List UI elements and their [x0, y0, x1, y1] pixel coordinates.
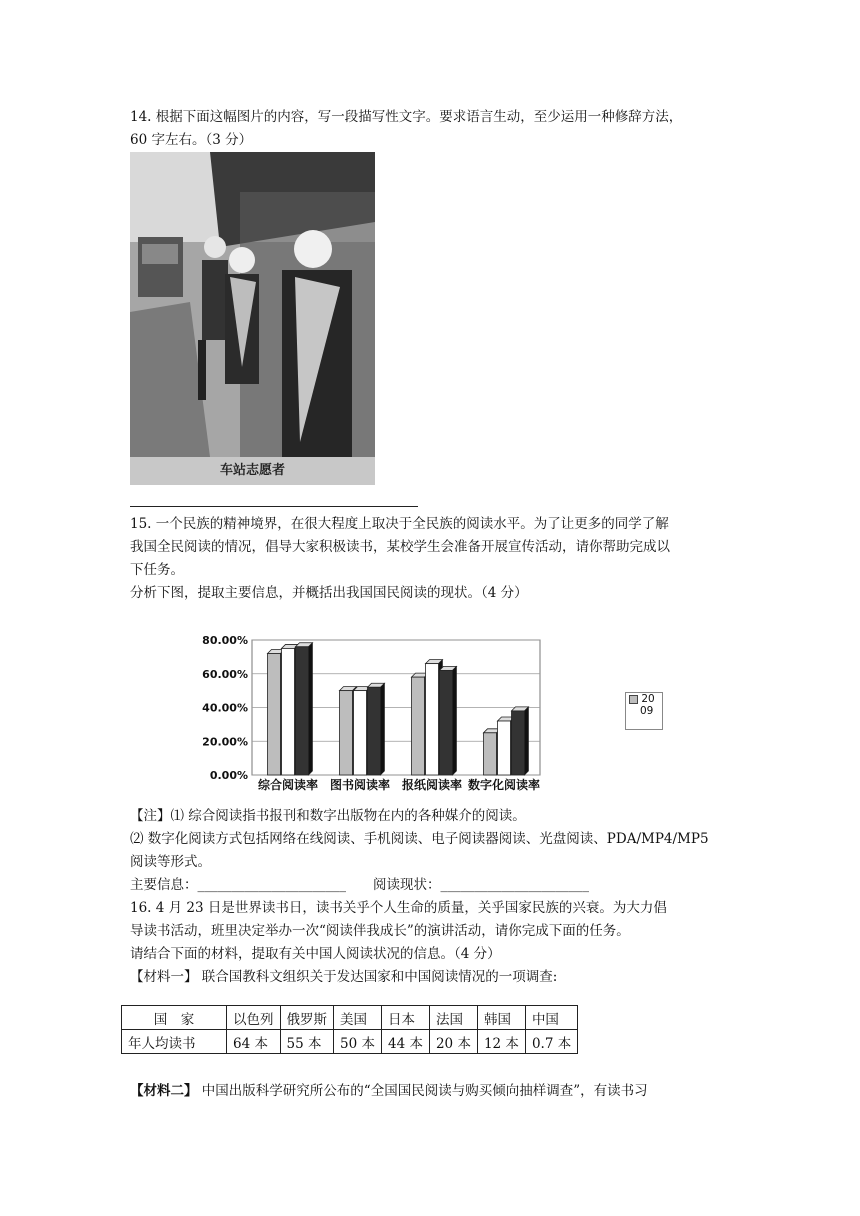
table-cell: 12 本	[477, 1030, 525, 1054]
bar	[354, 691, 367, 775]
table-cell: 年人均读书	[122, 1030, 227, 1054]
table-cell: 50 本	[334, 1030, 382, 1054]
y-tick-label: 0.00%	[209, 769, 248, 782]
photo-caption: 车站志愿者	[130, 457, 375, 485]
section-divider	[130, 506, 418, 507]
table-cell: 美国	[334, 1006, 382, 1030]
volunteer-photo	[130, 152, 375, 485]
legend-swatch	[629, 695, 638, 704]
volunteer-photo-illustration	[130, 152, 375, 457]
bar	[412, 677, 425, 775]
note-line2: ⑵ 数字化阅读方式包括网络在线阅读、手机阅读、电子阅读器阅读、光盘阅读、PDA/MP4/MP5	[130, 831, 709, 847]
bar	[498, 721, 511, 775]
q16-prompt-line2: 导读书活动，班里决定举办一次“阅读伴我成长”的演讲活动，请你完成下面的任务。	[130, 923, 630, 939]
table-cell: 俄罗斯	[280, 1006, 334, 1030]
bar-side	[381, 683, 385, 775]
y-tick-label: 20.00%	[202, 735, 248, 749]
q16-prompt-line3: 请结合下面的材料，提取有关中国人阅读状况的信息。（4 分）	[130, 946, 501, 962]
q15-prompt-line4: 分析下图，提取主要信息，并概括出我国国民阅读的现状。（4 分）	[130, 585, 528, 601]
q15-prompt-line1: 15. 一个民族的精神境界，在很大程度上取决于全民族的阅读水平。为了让更多的同学了解	[130, 516, 669, 532]
bar	[296, 647, 309, 775]
material2-text: 中国出版科学研究所公布的“全国国民阅读与购买倾向抽样调查”，有读书习	[197, 1083, 648, 1099]
table-cell: 中国	[525, 1006, 577, 1030]
bar	[484, 733, 497, 775]
bar	[268, 654, 281, 776]
table-cell: 44 本	[381, 1030, 429, 1054]
bar	[440, 670, 453, 775]
legend-text-line1: 20	[641, 693, 655, 705]
material1-intro: 【材料一】 联合国教科文组织关于发达国家和中国阅读情况的一项调查:	[130, 969, 558, 985]
legend-text-line2: 09	[640, 705, 654, 717]
q15-prompt-line3: 下任务。	[130, 562, 184, 578]
x-tick-label: 报纸阅读率	[401, 778, 463, 792]
table-cell: 20 本	[429, 1030, 477, 1054]
chart-legend	[625, 692, 663, 730]
table-cell: 55 本	[280, 1030, 334, 1054]
q14-prompt-line2: 60 字左右。（3 分）	[130, 132, 253, 148]
bar	[282, 648, 295, 775]
table-cell: 日本	[381, 1006, 429, 1030]
x-tick-label: 数字化阅读率	[467, 778, 541, 792]
bar	[340, 691, 353, 775]
material2-line	[130, 1081, 648, 1101]
bar-side	[309, 643, 313, 775]
x-tick-label: 综合阅读率	[257, 778, 319, 792]
note-line1: 【注】⑴ 综合阅读指书报刊和数字出版物在内的各种媒介的阅读。	[130, 808, 526, 824]
bar	[426, 664, 439, 775]
note-line3: 阅读等形式。	[130, 854, 211, 870]
x-tick-label: 图书阅读率	[329, 778, 391, 792]
table-cell: 64 本	[227, 1030, 281, 1054]
bar	[368, 687, 381, 775]
table-row	[122, 1030, 578, 1054]
table-cell: 0.7 本	[525, 1030, 577, 1054]
reading-survey-table	[121, 1005, 578, 1054]
y-tick-label: 80.00%	[202, 634, 248, 647]
bar-side	[525, 707, 529, 775]
material2-label: 【材料二】	[130, 1083, 198, 1099]
bar-side	[453, 666, 457, 775]
q14-prompt-line1: 14. 根据下面这幅图片的内容，写一段描写性文字。要求语言生动，至少运用一种修辞方法，	[130, 109, 683, 125]
reading-rate-chart	[200, 632, 545, 800]
q15-prompt-line2: 我国全民阅读的情况，倡导大家积极读书，某校学生会准备开展宣传活动，请你帮助完成以	[130, 539, 670, 555]
answer-blanks: 主要信息：______________________ 阅读现状：______________________	[130, 877, 589, 893]
table-cell: 国 家	[122, 1006, 227, 1030]
y-tick-label: 40.00%	[202, 701, 248, 715]
table-cell: 韩国	[477, 1006, 525, 1030]
q16-prompt-line1: 16. 4 月 23 日是世界读书日，读书关乎个人生命的质量，关乎国家民族的兴衰。为大力倡	[130, 900, 667, 916]
table-row	[122, 1006, 578, 1030]
table-cell: 法国	[429, 1006, 477, 1030]
table-cell: 以色列	[227, 1006, 281, 1030]
bar	[512, 711, 525, 775]
y-tick-label: 60.00%	[202, 667, 248, 681]
